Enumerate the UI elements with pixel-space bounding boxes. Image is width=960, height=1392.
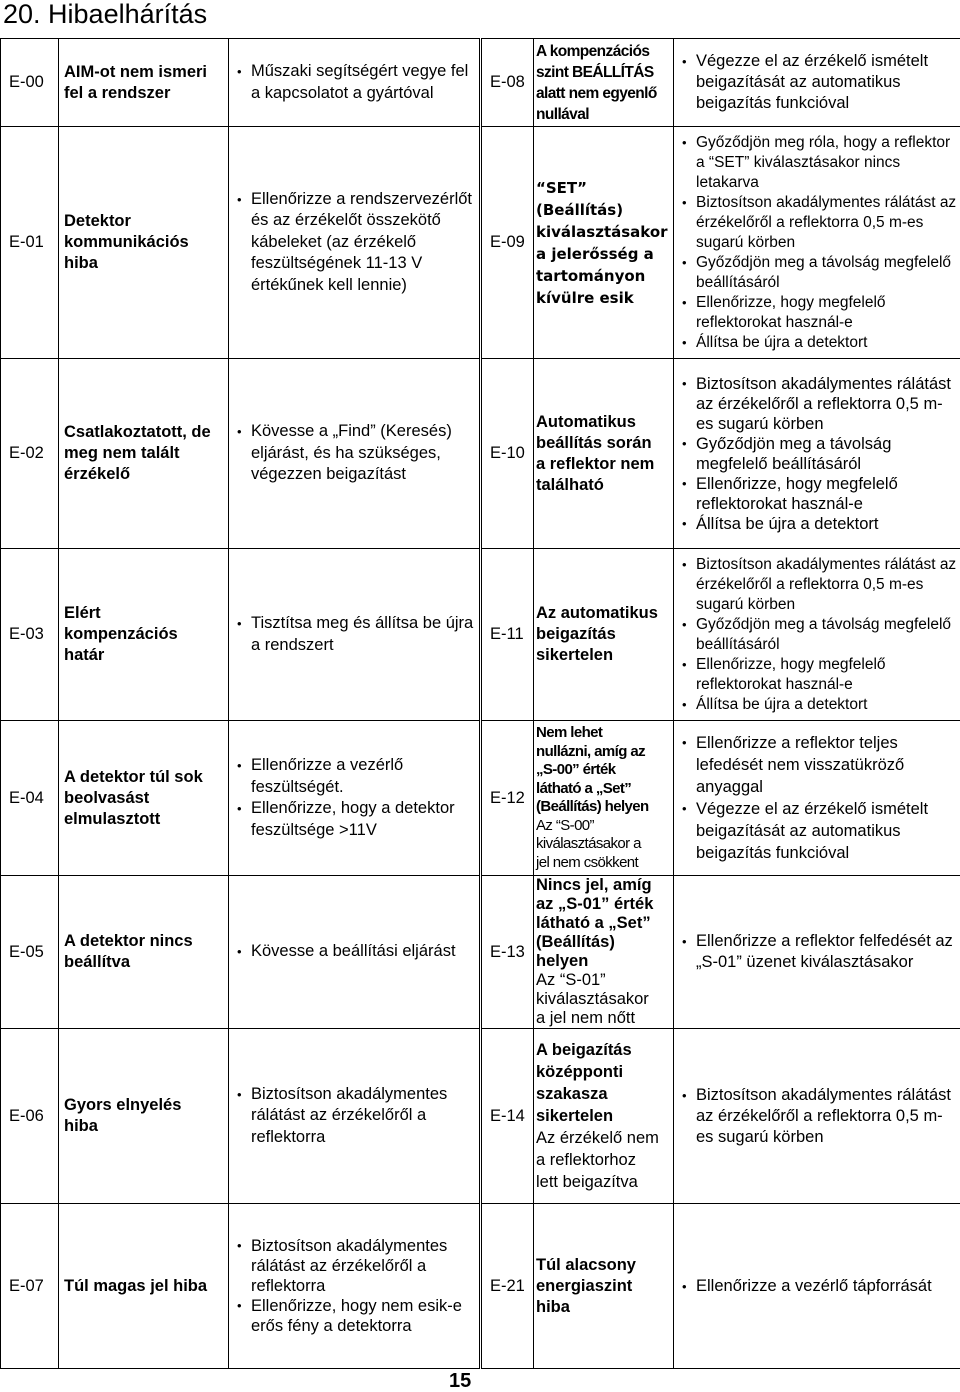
list-item: • Állítsa be újra a detektort [676, 333, 960, 353]
error-code: E-03 [1, 549, 59, 721]
error-description: AIM-ot nem ismeri fel a rendszer [59, 39, 229, 127]
list-item: • Állítsa be újra a detektort [676, 514, 960, 534]
error-description: Automatikus beállítás során a reflektor nem található [534, 359, 674, 549]
list-item: • Ellenőrizze, hogy megfelelő reflektorokat használ-e [676, 474, 960, 514]
error-description: Túl magas jel hiba [59, 1204, 229, 1369]
error-description: A kompenzációs szint BEÁLLÍTÁS alatt nem egyenlő nullával [534, 39, 674, 127]
list-item: • Biztosítson akadálymentes rálátást az érzékelőről a reflektorra 0,5 m-es sugarú körben [676, 555, 960, 615]
error-description: Csatlakoztatott, de meg nem talált érzékelő [59, 359, 229, 549]
list-item: • Győződjön meg a távolság megfelelő beállításáról [676, 615, 960, 655]
list-item: • Biztosítson akadálymentes rálátást az érzékelőről a reflektorra 0,5 m-es sugarú körben [676, 193, 960, 253]
table-row [1, 876, 960, 1029]
table-row [1, 39, 960, 127]
table-row [1, 549, 960, 721]
list-item: • Ellenőrizze, hogy a detektor feszültsége >11V [231, 798, 479, 841]
table-row [1, 1029, 960, 1204]
error-solution [674, 1204, 960, 1369]
error-code: E-21 [482, 1204, 534, 1369]
table-row [1, 721, 960, 876]
table-row [1, 359, 960, 549]
list-item: • Végezze el az érzékelő ismételt beigazítását az automatikus beigazítás funkcióval [676, 51, 960, 114]
list-item: • Tisztítsa meg és állítsa be újra a rendszert [231, 613, 479, 656]
error-description: “SET” (Beállítás) kiválasztásakor a jelerősség a tartományon kívülre esik [534, 127, 674, 359]
error-code: E-09 [482, 127, 534, 359]
error-code: E-00 [1, 39, 59, 127]
error-solution [229, 876, 480, 1029]
error-note: Az “S-00” [536, 817, 673, 836]
error-solution [674, 39, 960, 127]
table-row [1, 127, 960, 359]
error-code: E-01 [1, 127, 59, 359]
list-item: • Ellenőrizze a rendszervezérlőt és az érzékelőt összekötő kábeleket (az érzékelő feszültségének 11-13 V értékűnek kell lennie) [231, 189, 479, 297]
error-description: A beigazítás középponti szakasza sikertelen Az érzékelő nem a reflektorhoz lett beigazítva [534, 1029, 674, 1204]
error-description: Elért kompenzációs határ [59, 549, 229, 721]
list-item: • Ellenőrizze, hogy megfelelő reflektorokat használ-e [676, 655, 960, 695]
error-solution [674, 127, 960, 359]
error-code: E-07 [1, 1204, 59, 1369]
list-item: • Műszaki segítségért vegye fel a kapcsolatot a gyártóval [231, 61, 479, 104]
error-note: Az “S-01” [536, 971, 673, 990]
error-description: Gyors elnyelés hiba [59, 1029, 229, 1204]
error-solution [674, 721, 960, 876]
error-note: Az érzékelő nem [536, 1127, 673, 1149]
list-item: • Állítsa be újra a detektort [676, 695, 960, 715]
list-item: • Ellenőrizze a vezérlő tápforrását [676, 1276, 960, 1297]
list-item: • Győződjön meg a távolság megfelelő beállításáról [676, 253, 960, 293]
error-description: A detektor nincs beállítva [59, 876, 229, 1029]
error-solution [674, 1029, 960, 1204]
list-item: • Kövesse a beállítási eljárást [231, 941, 479, 963]
error-solution [229, 127, 480, 359]
list-item: • Végezze el az érzékelő ismételt beigazítását az automatikus beigazítás funkcióval [676, 798, 960, 864]
error-solution [674, 549, 960, 721]
table-row [1, 1204, 960, 1369]
error-solution [229, 549, 480, 721]
page-number: 15 [449, 1370, 471, 1392]
error-description: Az automatikus beigazítás sikertelen [534, 549, 674, 721]
error-code: E-14 [482, 1029, 534, 1204]
error-description: Nem lehet nullázni, amíg az „S-00” érték látható a „Set” (Beállítás) helyen Az “S-00” kiválasztásakor a jel nem csökkent [534, 721, 674, 876]
list-item: • Ellenőrizze a reflektor felfedését az „S-01” üzenet kiválasztásakor [676, 931, 960, 973]
list-item: • Ellenőrizze a vezérlő feszültségét. [231, 755, 479, 798]
error-description: Túl alacsony energiaszint hiba [534, 1204, 674, 1369]
list-item: • Biztosítson akadálymentes rálátást az érzékelőről a reflektorra [231, 1084, 479, 1149]
error-solution [229, 721, 480, 876]
error-code: E-13 [482, 876, 534, 1029]
error-description: Detektor kommunikációs hiba [59, 127, 229, 359]
error-solution [229, 1029, 480, 1204]
error-solution [229, 1204, 480, 1369]
list-item: • Kövesse a „Find” (Keresés) eljárást, és ha szükséges, végezzen beigazítást [231, 421, 479, 486]
error-code: E-10 [482, 359, 534, 549]
error-solution [229, 39, 480, 127]
list-item: • Győződjön meg a távolság megfelelő beállításáról [676, 434, 960, 474]
error-solution [229, 359, 480, 549]
list-item: • Győződjön meg róla, hogy a reflektor a “SET” kiválasztásakor nincs letakarva [676, 133, 960, 193]
list-item: • Biztosítson akadálymentes rálátást az érzékelőről a reflektorra [231, 1236, 479, 1296]
error-description: A detektor túl sok beolvasást elmulasztott [59, 721, 229, 876]
error-code: E-06 [1, 1029, 59, 1204]
list-item: • Biztosítson akadálymentes rálátást az érzékelőről a reflektorra 0,5 m-es sugarú körben [676, 374, 960, 434]
error-code: E-12 [482, 721, 534, 876]
error-code: E-05 [1, 876, 59, 1029]
error-code: E-04 [1, 721, 59, 876]
troubleshooting-table [0, 38, 960, 1369]
list-item: • Ellenőrizze, hogy nem esik-e erős fény a detektorra [231, 1296, 479, 1336]
page-title: 20. Hibaelhárítás [3, 0, 207, 30]
error-code: E-08 [482, 39, 534, 127]
list-item: • Ellenőrizze a reflektor teljes lefedését nem visszatükröző anyaggal [676, 732, 960, 798]
list-item: • Ellenőrizze, hogy megfelelő reflektorokat használ-e [676, 293, 960, 333]
error-code: E-02 [1, 359, 59, 549]
error-description: Nincs jel, amíg az „S-01” érték látható a „Set” (Beállítás) helyen Az “S-01” kiválasztásakor a jel nem nőtt [534, 876, 674, 1029]
error-solution [674, 876, 960, 1029]
error-code: E-11 [482, 549, 534, 721]
list-item: • Biztosítson akadálymentes rálátást az érzékelőről a reflektorra 0,5 m-es sugarú körben [676, 1085, 960, 1148]
error-solution [674, 359, 960, 549]
